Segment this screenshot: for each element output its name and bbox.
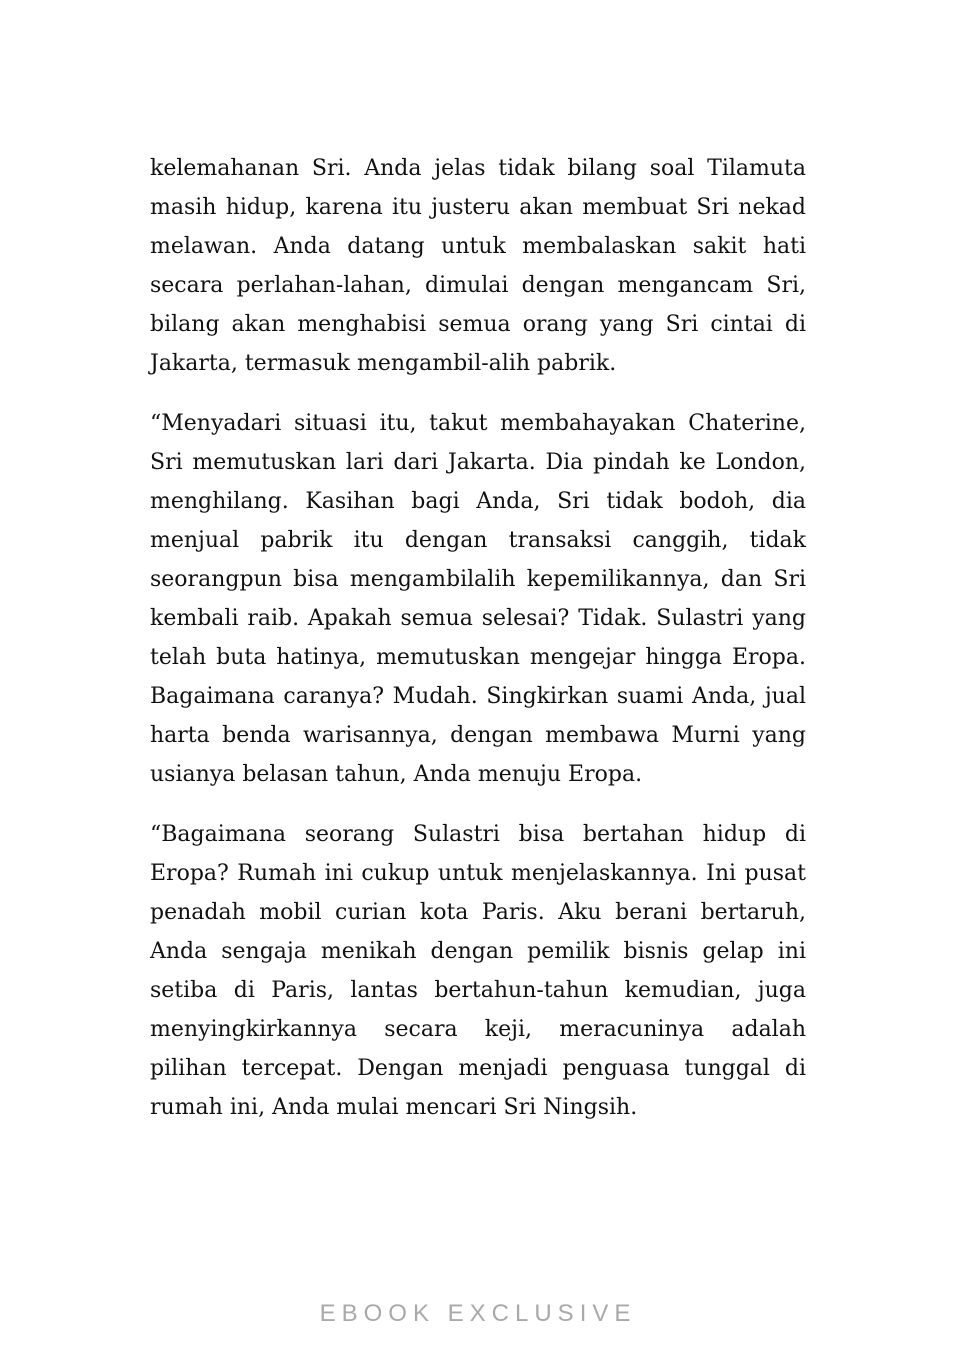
paragraph-3: “Bagaimana seorang Sulastri bisa bertahan hidup di Eropa? Rumah ini cukup untuk menjelaskannya. Ini pusat penadah mobil curian kota Paris. Aku berani bertaruh, Anda sengaja menikah dengan pemilik bisnis gelap ini setiba di Paris, lantas bertahun-tahun kemudian, juga menyingkirkannya secara keji, meracuninya adalah pilihan tercepat. Dengan menjadi penguasa tunggal di rumah ini, Anda mulai mencari Sri Ningsih.	[150, 822, 806, 1120]
body-text	[150, 149, 806, 1148]
paragraph-2: “Menyadari situasi itu, takut membahayakan Chaterine, Sri memutuskan lari dari Jakarta. Dia pindah ke London, menghilang. Kasihan bagi Anda, Sri tidak bodoh, dia menjual pabrik itu dengan transaksi canggih, tidak seorangpun bisa mengambilalih kepemilikannya, dan Sri kembali raib. Apakah semua selesai? Tidak. Sulastri yang telah buta hatinya, memutuskan mengejar hingga Eropa. Bagaimana caranya? Mudah. Singkirkan suami Anda, jual harta benda warisannya, dengan membawa Murni yang usianya belasan tahun, Anda menuju Eropa.	[150, 411, 806, 787]
paragraph-1: kelemahanan Sri. Anda jelas tidak bilang soal Tilamuta masih hidup, karena itu justeru akan membuat Sri nekad melawan. Anda datang untuk membalaskan sakit hati secara perlahan-lahan, dimulai dengan mengancam Sri, bilang akan menghabisi semua orang yang Sri cintai di Jakarta, termasuk mengambil-alih pabrik.	[150, 156, 806, 376]
footer-watermark: EBOOK EXCLUSIVE	[319, 1300, 637, 1327]
